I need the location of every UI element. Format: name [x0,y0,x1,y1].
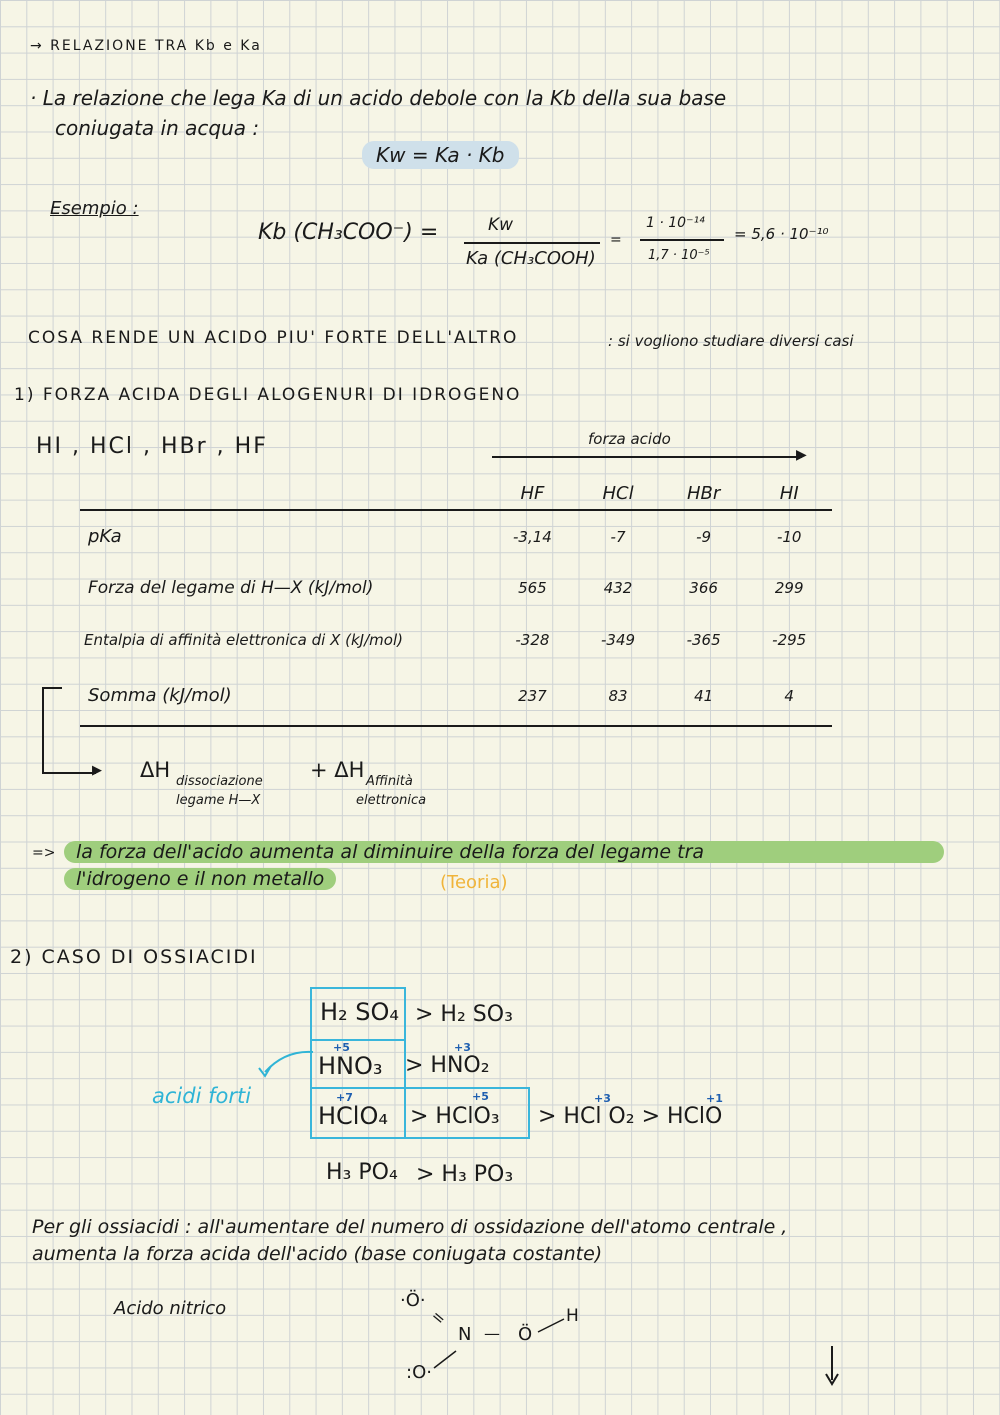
cell: -349 [601,631,636,649]
nitric-acid-label: Acido nitrico [114,1298,227,1319]
conclusion-arrow: => [32,845,56,861]
acid-hclo3: > HClO₃ [410,1104,500,1129]
cell: 83 [608,686,628,705]
hydrogen: H [566,1306,579,1326]
row-label: Forza del legame di H—X (kJ/mol) [88,578,374,598]
kw-formula: Kw = Ka · Kb [362,141,519,169]
oh-bond-line [536,1316,566,1336]
relation-statement-line1: · La relazione che lega Ka di un acido debole con la Kb della sua base [30,86,727,110]
conclusion-line1: la forza dell'acido aumenta al diminuire della forza del legame tra [64,841,944,863]
cell: -295 [772,631,807,649]
delta-h-dissociation: ΔH [140,758,171,782]
cell: 237 [518,686,547,705]
table-row [80,666,832,726]
cell: -10 [776,527,802,546]
case2-title: 2) CASO DI OSSIACIDI [10,946,258,968]
col-hcl: HCl [602,483,634,504]
acid-h3po3: > H₃ PO₃ [416,1162,514,1187]
table-row [80,510,832,562]
example-label: Esempio : [50,198,139,219]
cell: -3,14 [512,527,552,546]
acid-hclo4: HClO₄ [318,1102,388,1130]
acidi-forti-label: acidi forti [152,1084,252,1108]
ossiacidi-rule-line1: Per gli ossiacidi : all'aumentare del numero di ossidazione dell'atomo centrale , [32,1216,788,1238]
dh2-subscript-2: elettronica [356,793,427,808]
cell: 565 [518,579,547,597]
dh1-subscript-1: dissociazione [176,774,263,789]
frac1-bar [464,242,600,244]
conclusion-line2: l'idrogeno e il non metallo [64,868,336,890]
example-result: = 5,6 · 10⁻¹⁰ [734,225,829,243]
table-row [80,562,832,614]
acid-h2so4: H₂ SO₄ [320,998,400,1026]
example-lhs: Kb (CH₃COO⁻) = [258,220,439,245]
row-label: Somma (kJ/mol) [88,685,232,706]
frac2-denominator: 1,7 · 10⁻⁵ [648,248,710,263]
arrow-head-icon: ▶ [796,447,807,463]
cell: -7 [610,527,626,546]
ox-number: +1 [706,1092,723,1105]
relation-statement-line2: coniugata in acqua : [55,116,260,140]
ossiacidi-rule-line2: aumenta la forza acida dell'acido (base coniugata costante) [32,1243,603,1265]
col-hbr: HBr [686,483,721,504]
col-hf: HF [520,483,545,504]
delta-h-affinity: + ΔH [310,758,365,782]
nitrogen: N [458,1324,472,1345]
bracket-vertical [42,687,44,773]
col-hi: HI [779,483,799,504]
bracket-top [42,687,62,689]
ox-number: +7 [336,1091,353,1104]
acid-hno3: HNO₃ [318,1052,383,1080]
acid-strength-table [80,478,832,727]
acidi-forti-pointer-arrow-icon [255,1046,315,1082]
frac1-numerator: Kw [488,215,514,235]
acids-list: HI , HCl , HBr , HF [36,434,268,459]
section-heading-kb-ka: → RELAZIONE TRA Kb e Ka [30,38,262,54]
row-label: pKa [88,526,122,547]
acid-h2so3: > H₂ SO₃ [415,1002,513,1027]
row-label: Entalpia di affinità elettronica di X (kJ/mol) [84,631,403,649]
acid-strength-arrow [492,456,802,458]
cell: 299 [774,579,804,597]
frac2-bar [640,239,724,241]
ox-number: +3 [454,1041,471,1054]
oxygen-bottom: :O· [406,1362,432,1383]
acid-hclo2-hclo: > HCl O₂ > HClO [538,1104,723,1129]
section2-heading: COSA RENDE UN ACIDO PIU' FORTE DELL'ALTRO [28,328,519,348]
oxygen-top: ·Ö· [400,1290,426,1311]
dh1-subscript-2: legame H—X [176,793,261,808]
ox-number: +5 [333,1041,350,1054]
single-bond: — [484,1324,500,1343]
arrow-label-forza-acido: forza acido [588,430,671,448]
cell: -328 [515,631,550,649]
ox-number: +3 [594,1092,611,1105]
double-bond: = [427,1305,450,1330]
dh2-subscript-1: Affinità [366,774,413,789]
table-row [80,614,832,666]
bracket-bottom [42,772,96,774]
frac1-denominator: Ka (CH₃COOH) [466,248,596,269]
cell: 366 [689,579,718,597]
oxygen-mid: Ö [518,1324,533,1345]
cell: 432 [603,579,633,597]
down-arrow-icon [822,1344,842,1386]
equals-sign: = [610,232,622,248]
no-bond-line [430,1348,460,1370]
section2-heading-note: : si vogliono studiare diversi casi [608,332,854,350]
frac2-numerator: 1 · 10⁻¹⁴ [646,215,705,231]
teoria-tag: (Teoria) [440,872,508,893]
cell: 4 [784,686,794,705]
cell: 41 [694,686,714,705]
cell: -365 [686,631,721,649]
ox-number: +5 [472,1090,489,1103]
acid-hno2: > HNO₂ [405,1053,490,1078]
case1-title: 1) FORZA ACIDA DEGLI ALOGENURI DI IDROGENO [14,385,522,405]
bracket-arrow-icon: ▶ [92,763,102,778]
acid-h3po4: H₃ PO₄ [326,1160,398,1185]
cell: -9 [696,527,712,546]
